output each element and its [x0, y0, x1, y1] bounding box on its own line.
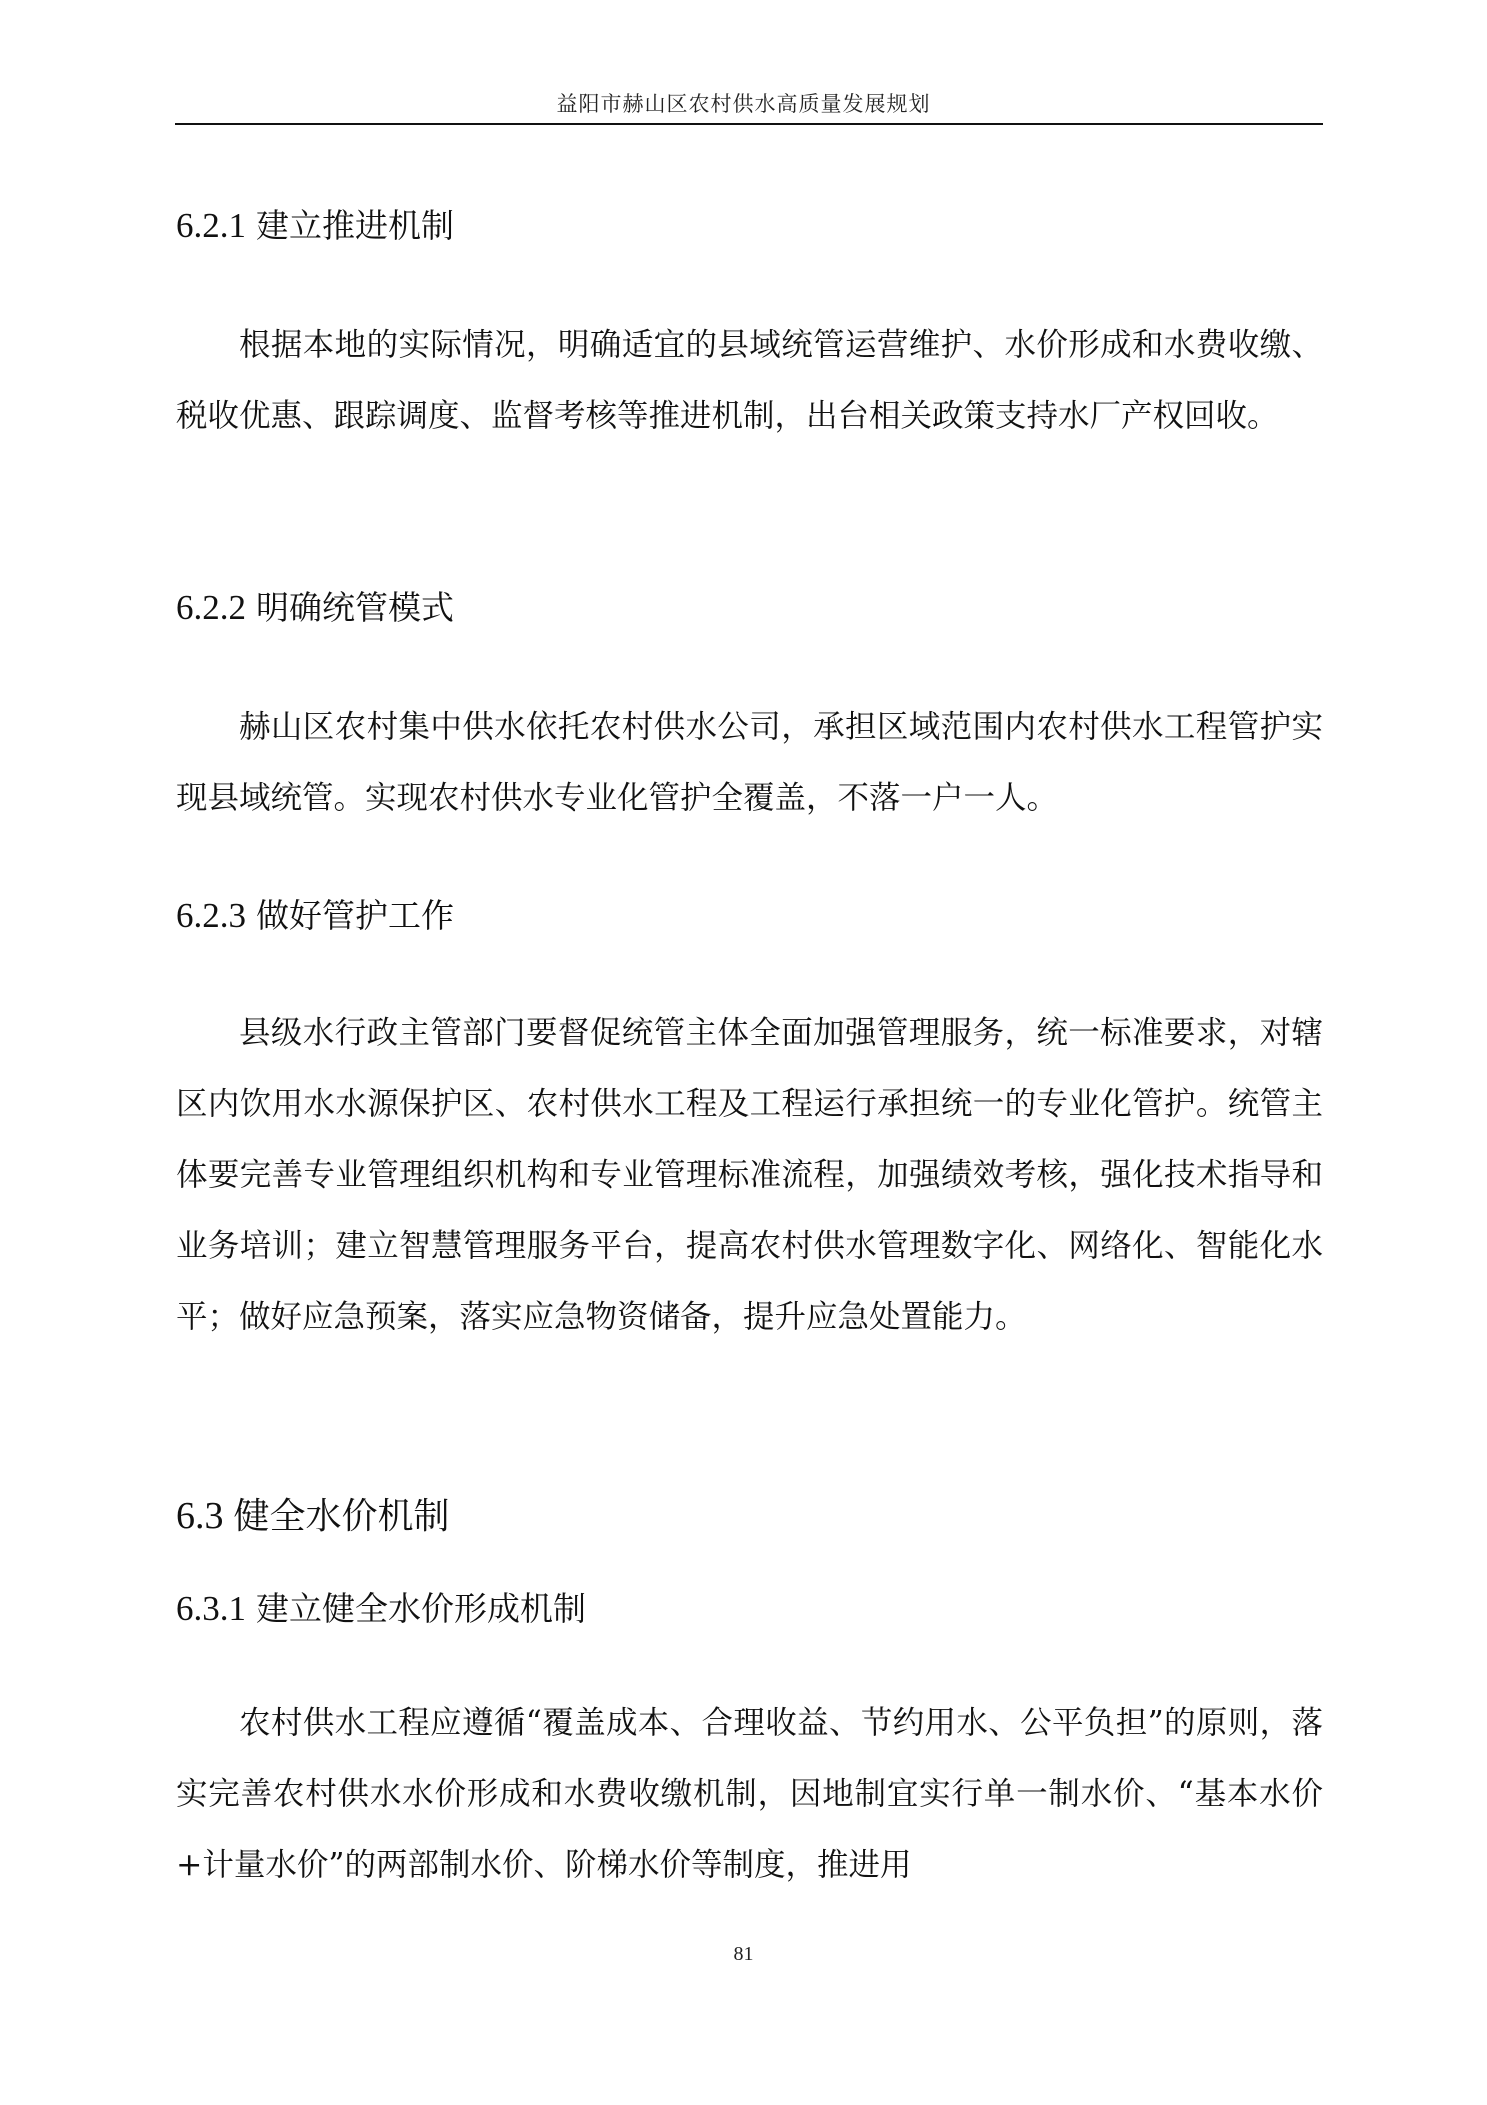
heading-number: 6.3.1 [176, 1589, 246, 1628]
paragraph-6-2-2: 赫山区农村集中供水依托农村供水公司，承担区域范围内农村供水工程管护实现县域统管。实现农村供水专业化管护全覆盖，不落一户一人。 [176, 709, 1323, 816]
heading-6-2-2 [176, 582, 454, 629]
page-number: 81 [733, 1943, 754, 1965]
heading-6-2-3 [176, 890, 454, 937]
paragraph-6-2-1: 根据本地的实际情况，明确适宜的县域统管运营维护、水价形成和水费收缴、税收优惠、跟踪调度、监督考核等推进机制，出台相关政策支持水厂产权回收。 [176, 327, 1323, 434]
heading-number: 6.2.3 [176, 896, 246, 935]
heading-number: 6.2.2 [176, 588, 246, 627]
heading-text: 健全水价机制 [233, 1496, 450, 1537]
heading-text: 明确统管模式 [256, 588, 454, 627]
heading-6-2-1 [176, 200, 454, 247]
heading-6-3-1 [176, 1583, 586, 1630]
heading-text: 建立健全水价形成机制 [256, 1589, 586, 1628]
heading-number: 6.2.1 [176, 206, 246, 245]
running-header-title: 益阳市赫山区农村供水高质量发展规划 [556, 92, 931, 116]
heading-text: 做好管护工作 [256, 896, 454, 935]
paragraph-6-2-3: 县级水行政主管部门要督促统管主体全面加强管理服务，统一标准要求，对辖区内饮用水水源保护区、农村供水工程及工程运行承担统一的专业化管护。统管主体要完善专业管理组织机构和专业管理标准流程，加强绩效考核，强化技术指导和业务培训；建立智慧管理服务平台，提高农村供水管理数字化、网络化、智能化水平；做好应急预案，落实应急物资储备，提升应急处置能力。 [176, 1015, 1323, 1335]
heading-number: 6.3 [176, 1495, 224, 1537]
paragraph-6-3-1: 农村供水工程应遵循“覆盖成本、合理收益、节约用水、公平负担”的原则，落实完善农村供水水价形成和水费收缴机制，因地制宜实行单一制水价、“基本水价+计量水价”的两部制水价、阶梯水价等制度，推进用 [176, 1705, 1323, 1883]
heading-6-3 [176, 1488, 450, 1539]
heading-text: 建立推进机制 [256, 206, 454, 245]
header-divider [175, 123, 1323, 125]
